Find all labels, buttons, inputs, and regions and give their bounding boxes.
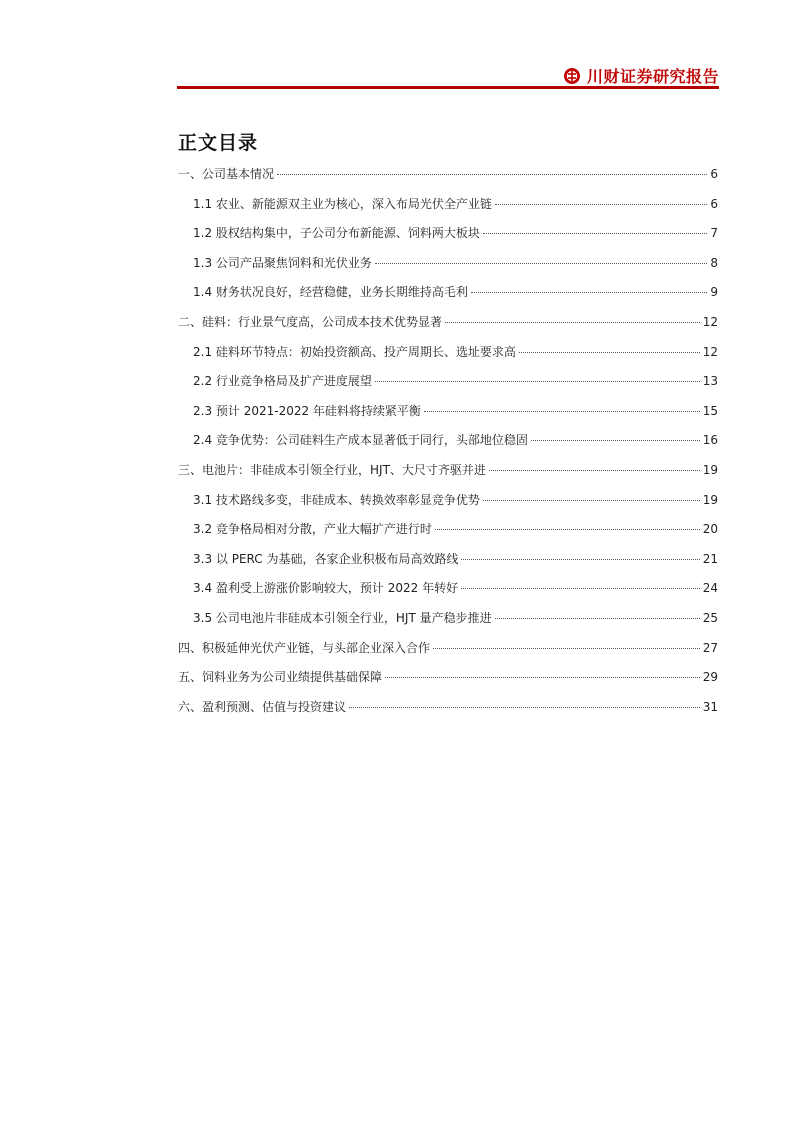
toc-entry-page: 12 <box>702 344 718 359</box>
toc-dot-leader <box>495 618 700 619</box>
toc-entry-page: 27 <box>702 640 718 655</box>
toc-dot-leader <box>495 204 707 205</box>
toc-dot-leader <box>433 648 700 649</box>
toc-title: 正文目录 <box>178 132 259 154</box>
toc-entry-label: 五、饲料业务为公司业绩提供基础保障 <box>178 670 383 685</box>
page-header <box>177 58 719 90</box>
chuancai-logo-icon <box>563 67 581 85</box>
toc-entry-page: 31 <box>702 699 718 714</box>
toc-entry-page: 24 <box>702 581 718 596</box>
toc-entry-label: 2.1 硅料环节特点：初始投资额高、投产周期长、选址要求高 <box>193 344 516 359</box>
toc-entry[interactable] <box>178 397 718 427</box>
toc-entry[interactable] <box>178 545 718 575</box>
toc-entry-page: 21 <box>702 551 718 566</box>
toc-entry-label: 1.4 财务状况良好，经营稳健，业务长期维持高毛利 <box>193 285 468 300</box>
toc-entry-page: 13 <box>702 374 718 389</box>
toc-entry-page: 16 <box>702 433 718 448</box>
toc-entry[interactable] <box>178 367 718 397</box>
toc-dot-leader <box>483 233 707 234</box>
toc-entry[interactable] <box>178 278 718 308</box>
toc-entry-label: 3.5 公司电池片非硅成本引领全行业，HJT 量产稳步推进 <box>193 610 492 625</box>
toc-entry-label: 二、硅料：行业景气度高，公司成本技术优势显著 <box>178 314 443 329</box>
toc-entry-label: 2.3 预计 2021-2022 年硅料将持续紧平衡 <box>193 403 421 418</box>
table-of-contents <box>178 160 718 722</box>
toc-dot-leader <box>277 174 707 175</box>
toc-dot-leader <box>375 381 700 382</box>
toc-entry-page: 12 <box>702 314 718 329</box>
toc-entry[interactable] <box>178 515 718 545</box>
toc-entry[interactable] <box>178 190 718 220</box>
toc-entry-page: 29 <box>702 670 718 685</box>
toc-entry-page: 25 <box>702 610 718 625</box>
toc-entry[interactable] <box>178 338 718 368</box>
toc-dot-leader <box>483 500 700 501</box>
toc-entry-page: 6 <box>710 167 718 181</box>
toc-entry-label: 六、盈利预测、估值与投资建议 <box>178 699 347 714</box>
toc-entry[interactable] <box>178 604 718 634</box>
toc-entry-label: 一、公司基本情况 <box>178 167 275 181</box>
toc-entry[interactable] <box>178 160 718 190</box>
toc-entry[interactable] <box>178 308 718 338</box>
toc-dot-leader <box>489 470 700 471</box>
header-rule <box>177 86 719 89</box>
toc-dot-leader <box>461 588 700 589</box>
toc-dot-leader <box>385 677 700 678</box>
toc-entry-label: 2.2 行业竞争格局及扩产进度展望 <box>193 374 372 389</box>
toc-entry[interactable] <box>178 426 718 456</box>
toc-entry-label: 四、积极延伸光伏产业链，与头部企业深入合作 <box>178 640 431 655</box>
toc-entry-page: 19 <box>702 462 718 477</box>
toc-dot-leader <box>531 440 700 441</box>
toc-entry-page: 20 <box>702 522 718 537</box>
toc-entry-page: 15 <box>702 403 718 418</box>
toc-entry-label: 1.1 农业、新能源双主业为核心，深入布局光伏全产业链 <box>193 196 492 211</box>
toc-entry-label: 1.2 股权结构集中，子公司分布新能源、饲料两大板块 <box>193 226 480 241</box>
toc-entry-label: 2.4 竞争优势：公司硅料生产成本显著低于同行，头部地位稳固 <box>193 433 528 448</box>
toc-entry-page: 9 <box>710 285 718 300</box>
toc-entry[interactable] <box>178 249 718 279</box>
toc-entry-label: 1.3 公司产品聚焦饲料和光伏业务 <box>193 255 372 270</box>
brand <box>563 64 719 87</box>
toc-dot-leader <box>519 352 700 353</box>
brand-name: 川财证券研究报告 <box>586 67 719 86</box>
toc-dot-leader <box>349 707 700 708</box>
toc-dot-leader <box>424 411 700 412</box>
toc-dot-leader <box>435 529 700 530</box>
toc-dot-leader <box>471 292 707 293</box>
toc-entry[interactable] <box>178 456 718 486</box>
toc-entry[interactable] <box>178 634 718 664</box>
toc-entry[interactable] <box>178 486 718 516</box>
toc-entry[interactable] <box>178 219 718 249</box>
toc-entry-page: 19 <box>702 492 718 507</box>
toc-entry-page: 6 <box>710 196 718 211</box>
toc-dot-leader <box>375 263 707 264</box>
toc-entry-label: 3.1 技术路线多变，非硅成本、转换效率彰显竞争优势 <box>193 492 480 507</box>
toc-entry-page: 8 <box>710 255 718 270</box>
toc-dot-leader <box>445 322 700 323</box>
toc-dot-leader <box>461 559 699 560</box>
toc-entry[interactable] <box>178 693 718 723</box>
toc-entry-label: 3.3 以 PERC 为基础，各家企业积极布局高效路线 <box>193 551 459 566</box>
toc-entry-page: 7 <box>710 226 718 241</box>
toc-entry-label: 3.2 竞争格局相对分散，产业大幅扩产进行时 <box>193 522 432 537</box>
toc-entry[interactable] <box>178 663 718 693</box>
toc-entry-label: 3.4 盈利受上游涨价影响较大，预计 2022 年转好 <box>193 581 459 596</box>
toc-entry[interactable] <box>178 574 718 604</box>
toc-entry-label: 三、电池片：非硅成本引领全行业，HJT、大尺寸齐驱并进 <box>178 462 486 477</box>
